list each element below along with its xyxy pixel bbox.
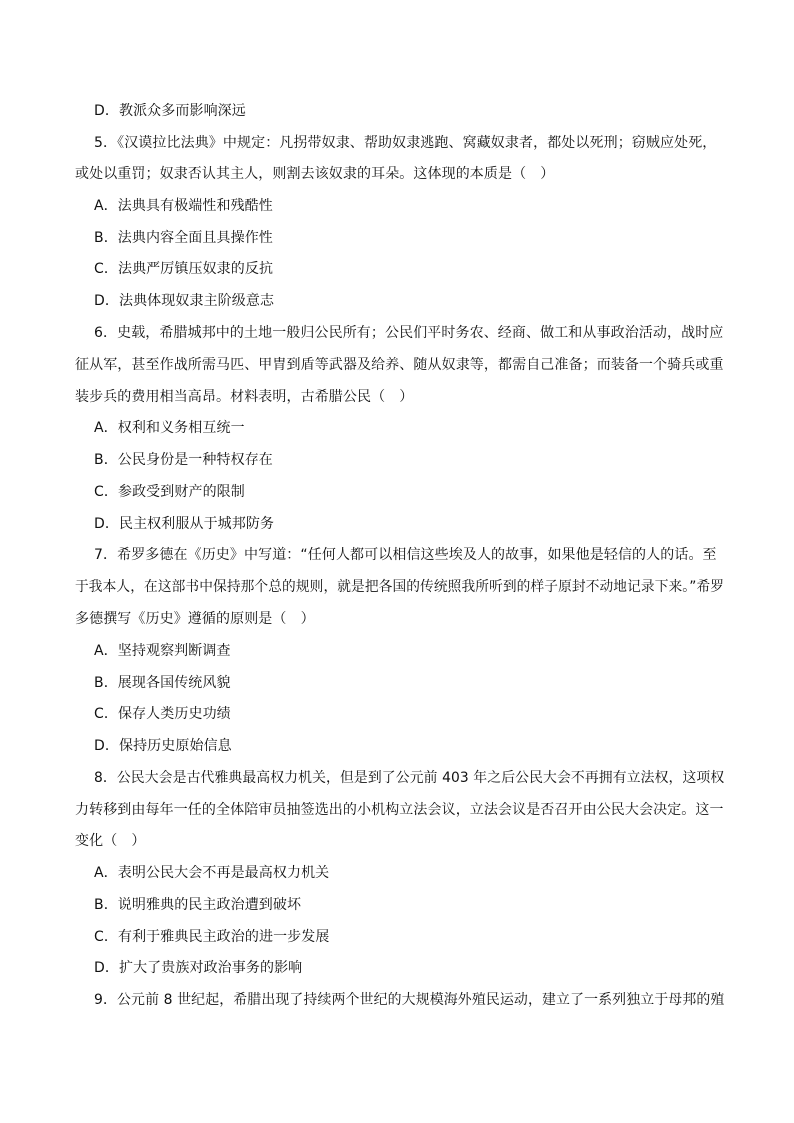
q6-option-b: B．公民身份是一种特权存在: [94, 452, 273, 468]
q8-stem-line-1: 8．公民大会是古代雅典最高权力机关，但是到了公元前 403 年之后公民大会不再拥有立法权，这项权: [94, 770, 725, 786]
q5-stem-line-2: 或处以重罚；奴隶否认其主人，则割去该奴隶的耳朵。这体现的本质是（ ）: [75, 166, 555, 182]
q8-option-b: B．说明雅典的民主政治遭到破坏: [94, 897, 302, 913]
q7-stem-line-2: 于我本人，在这部书中保持那个总的规则，就是把各国的传统照我所听到的样子原封不动地记录下来。”希罗: [75, 579, 725, 595]
q7-option-a: A．坚持观察判断调查: [94, 643, 231, 659]
q9-stem-line-1: 9．公元前 8 世纪起，希腊出现了持续两个世纪的大规模海外殖民运动，建立了一系列独立于母邦的殖: [94, 992, 725, 1008]
q8-option-c: C．有利于雅典民主政治的进一步发展: [94, 929, 330, 945]
q6-stem-line-3: 装步兵的费用相当高昂。材料表明，古希腊公民（ ）: [75, 389, 414, 405]
q7-stem-line-3: 多德撰写《历史》遵循的原则是（ ）: [75, 611, 315, 627]
q8-option-a: A．表明公民大会不再是最高权力机关: [94, 865, 330, 881]
q5-option-c: C．法典严厉镇压奴隶的反抗: [94, 261, 274, 277]
q6-option-c: C．参政受到财产的限制: [94, 484, 245, 500]
q7-option-c: C．保存人类历史功绩: [94, 706, 231, 722]
q7-option-d: D．保持历史原始信息: [94, 738, 232, 754]
q5-option-d: D．法典体现奴隶主阶级意志: [94, 293, 275, 309]
q8-stem-line-3: 变化（ ）: [75, 833, 146, 849]
q7-option-b: B．展现各国传统风貌: [94, 675, 231, 691]
q6-stem-line-2: 征从军，甚至作战所需马匹、甲胄到盾等武器及给养、随从奴隶等，都需自己准备；而装备一个骑兵或重: [75, 357, 724, 373]
q5-stem-line-1: 5．《汉谟拉比法典》中规定：凡拐带奴隶、帮助奴隶逃跑、窝藏奴隶者，都处以死刑；窃贼应处死，: [94, 135, 717, 151]
q7-stem-line-1: 7．希罗多德在《历史》中写道：“任何人都可以相信这些埃及人的故事，如果他是轻信的人的话。至: [94, 547, 717, 563]
q6-stem-line-1: 6．史载，希腊城邦中的土地一般归公民所有；公民们平时务农、经商、做工和从事政治活动，战时应: [94, 325, 724, 341]
q6-option-d: D．民主权利服从于城邦防务: [94, 516, 275, 532]
q5-option-a: A．法典具有极端性和残酷性: [94, 198, 273, 214]
q4-option-d: D．教派众多而影响深远: [94, 103, 246, 119]
q8-option-d: D．扩大了贵族对政治事务的影响: [94, 960, 303, 976]
q6-option-a: A．权利和义务相互统一: [94, 420, 245, 436]
q5-option-b: B．法典内容全面且具操作性: [94, 230, 273, 246]
q8-stem-line-2: 力转移到由每年一任的全体陪审员抽签选出的小机构立法会议，立法会议是否召开由公民大会决定。这一: [75, 802, 724, 818]
